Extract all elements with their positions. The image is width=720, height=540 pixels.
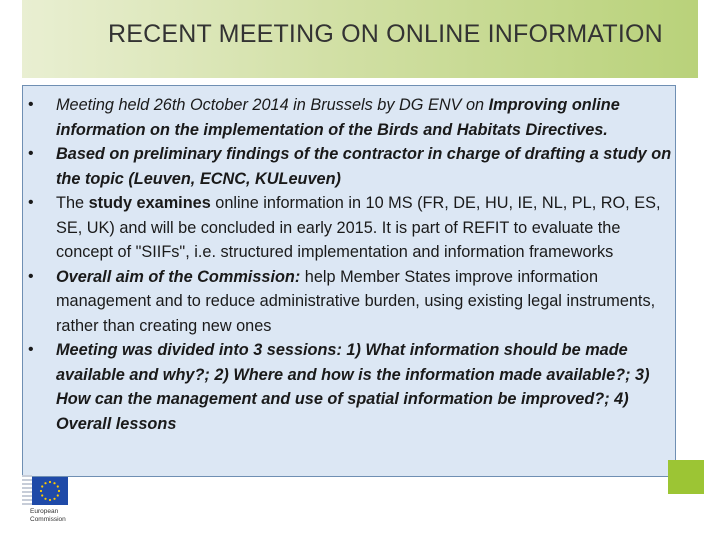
bullet-preliminary-findings <box>26 142 676 191</box>
bullet-text-segment: Improving online information on the implementation of the Birds and Habitats Directives. <box>56 96 620 139</box>
flag-star-icon <box>44 498 46 500</box>
bullet-sessions <box>26 338 676 436</box>
bullet-study-examines <box>26 191 676 265</box>
logo-line-2: Commission <box>30 515 66 523</box>
bullet-list <box>26 93 676 436</box>
bullet-text-segment: Based on preliminary findings of the contractor in charge of drafting a study on the topic (Leuven, ECNC, KULeuven) <box>56 145 672 188</box>
logo-building-lines <box>22 475 32 505</box>
flag-star-icon <box>40 490 42 492</box>
eu-flag-icon <box>32 477 68 505</box>
flag-star-icon <box>41 494 43 496</box>
flag-star-icon <box>58 490 60 492</box>
flag-star-icon <box>49 481 51 483</box>
flag-star-icon <box>41 485 43 487</box>
flag-star-icon <box>49 499 51 501</box>
bullet-text-segment: study examines <box>88 194 211 212</box>
flag-star-icon <box>44 482 46 484</box>
flag-star-icon <box>53 482 55 484</box>
bullet-text-segment: online information in 10 MS (FR, DE, HU, IE, NL, PL, RO, ES, SE, UK) and will be concluded in early 2015. It is part of REFIT to evaluate the concept of "SIIFs", i.e. structured implementation and information frameworks <box>56 194 661 261</box>
bullet-meeting-held <box>26 93 676 142</box>
bullet-text-segment: The <box>56 194 89 212</box>
bullet-text-segment: Meeting was divided into 3 sessions: 1) What information should be made available and why?; 2) Where and how is the information made available?; 3) How can the management and use of spatial information be improved?; 4) Overall lessons <box>56 341 650 433</box>
european-commission-logo <box>22 475 82 530</box>
title-bar <box>22 0 698 78</box>
accent-square <box>668 460 704 494</box>
slide-title: RECENT MEETING ON ONLINE INFORMATION <box>108 20 663 48</box>
flag-star-icon <box>53 498 55 500</box>
flag-star-icon <box>57 485 59 487</box>
logo-text <box>30 508 66 523</box>
bullet-overall-aim <box>26 265 676 339</box>
bullet-text-segment: Meeting held 26th October 2014 in Brussels by DG ENV on <box>56 96 489 114</box>
bullet-text-segment: Overall aim of the Commission: <box>56 267 301 286</box>
flag-star-icon <box>57 494 59 496</box>
bullet-text-segment: help Member States improve information management and to reduce administrative burden, using existing legal instruments, rather than creating new ones <box>56 267 656 335</box>
logo-line-1: European <box>30 508 59 515</box>
